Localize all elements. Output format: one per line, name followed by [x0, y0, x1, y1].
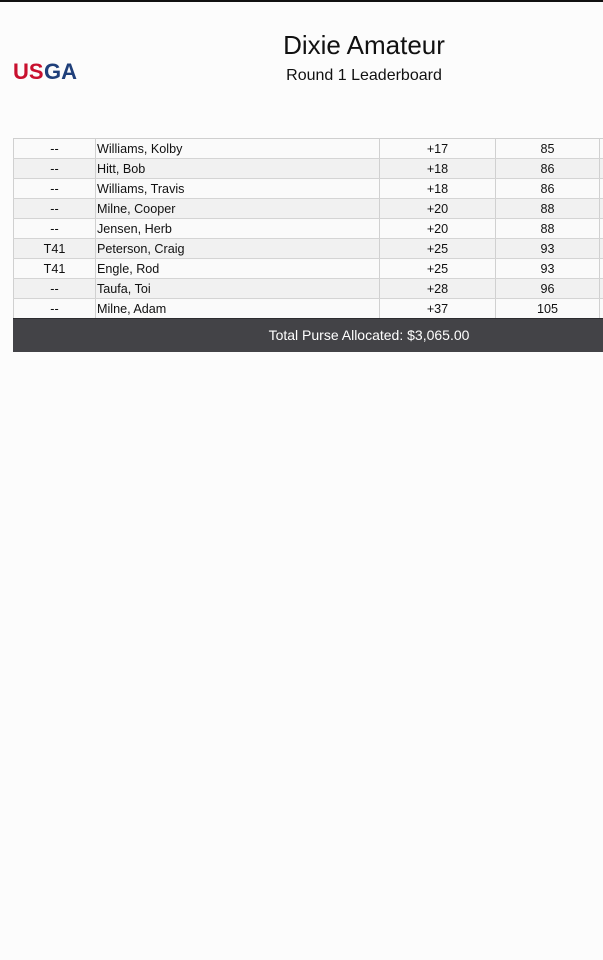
position-cell: -- — [14, 219, 96, 239]
score-cell: 86 — [496, 159, 600, 179]
player-name-cell: Milne, Cooper — [96, 199, 380, 219]
extra-cell — [600, 259, 603, 279]
purse-footer — [13, 318, 603, 352]
player-name-cell: Williams, Travis — [96, 179, 380, 199]
leaderboard-table-wrapper — [13, 138, 603, 319]
to-par-cell: +28 — [380, 279, 496, 299]
usga-logo — [13, 56, 83, 86]
table-row — [14, 179, 603, 199]
extra-cell — [600, 239, 603, 259]
position-cell: -- — [14, 199, 96, 219]
page-subtitle: Round 1 Leaderboard — [286, 67, 442, 84]
score-cell: 88 — [496, 219, 600, 239]
score-cell: 88 — [496, 199, 600, 219]
player-name-cell: Jensen, Herb — [96, 219, 380, 239]
score-cell: 85 — [496, 139, 600, 159]
table-row — [14, 279, 603, 299]
purse-total-text: Total Purse Allocated: $3,065.00 — [268, 327, 470, 343]
table-row — [14, 219, 603, 239]
extra-cell — [600, 139, 603, 159]
player-name-cell: Engle, Rod — [96, 259, 380, 279]
score-cell: 93 — [496, 259, 600, 279]
usga-logo-icon — [13, 59, 81, 83]
to-par-cell: +17 — [380, 139, 496, 159]
page-title: Dixie Amateur — [283, 30, 445, 60]
score-cell: 96 — [496, 279, 600, 299]
player-name-cell: Taufa, Toi — [96, 279, 380, 299]
position-cell: -- — [14, 299, 96, 319]
to-par-cell: +25 — [380, 239, 496, 259]
to-par-cell: +25 — [380, 259, 496, 279]
to-par-cell: +20 — [380, 219, 496, 239]
extra-cell — [600, 199, 603, 219]
to-par-cell: +20 — [380, 199, 496, 219]
position-cell: T41 — [14, 239, 96, 259]
player-name-cell: Williams, Kolby — [96, 139, 380, 159]
score-cell: 86 — [496, 179, 600, 199]
player-name-cell: Hitt, Bob — [96, 159, 380, 179]
position-cell: -- — [14, 279, 96, 299]
position-cell: T41 — [14, 259, 96, 279]
extra-cell — [600, 279, 603, 299]
table-row — [14, 159, 603, 179]
player-name-cell: Peterson, Craig — [96, 239, 380, 259]
to-par-cell: +18 — [380, 179, 496, 199]
table-row — [14, 299, 603, 319]
leaderboard-table — [13, 138, 603, 319]
table-row — [14, 139, 603, 159]
top-divider — [0, 0, 603, 2]
svg-text:US: US — [13, 59, 44, 83]
score-cell: 93 — [496, 239, 600, 259]
table-row — [14, 259, 603, 279]
table-row — [14, 199, 603, 219]
extra-cell — [600, 219, 603, 239]
to-par-cell: +18 — [380, 159, 496, 179]
score-cell: 105 — [496, 299, 600, 319]
position-cell: -- — [14, 139, 96, 159]
player-name-cell: Milne, Adam — [96, 299, 380, 319]
extra-cell — [600, 179, 603, 199]
svg-text:GA: GA — [44, 59, 77, 83]
extra-cell — [600, 299, 603, 319]
to-par-cell: +37 — [380, 299, 496, 319]
position-cell: -- — [14, 159, 96, 179]
position-cell: -- — [14, 179, 96, 199]
extra-cell — [600, 159, 603, 179]
table-row — [14, 239, 603, 259]
